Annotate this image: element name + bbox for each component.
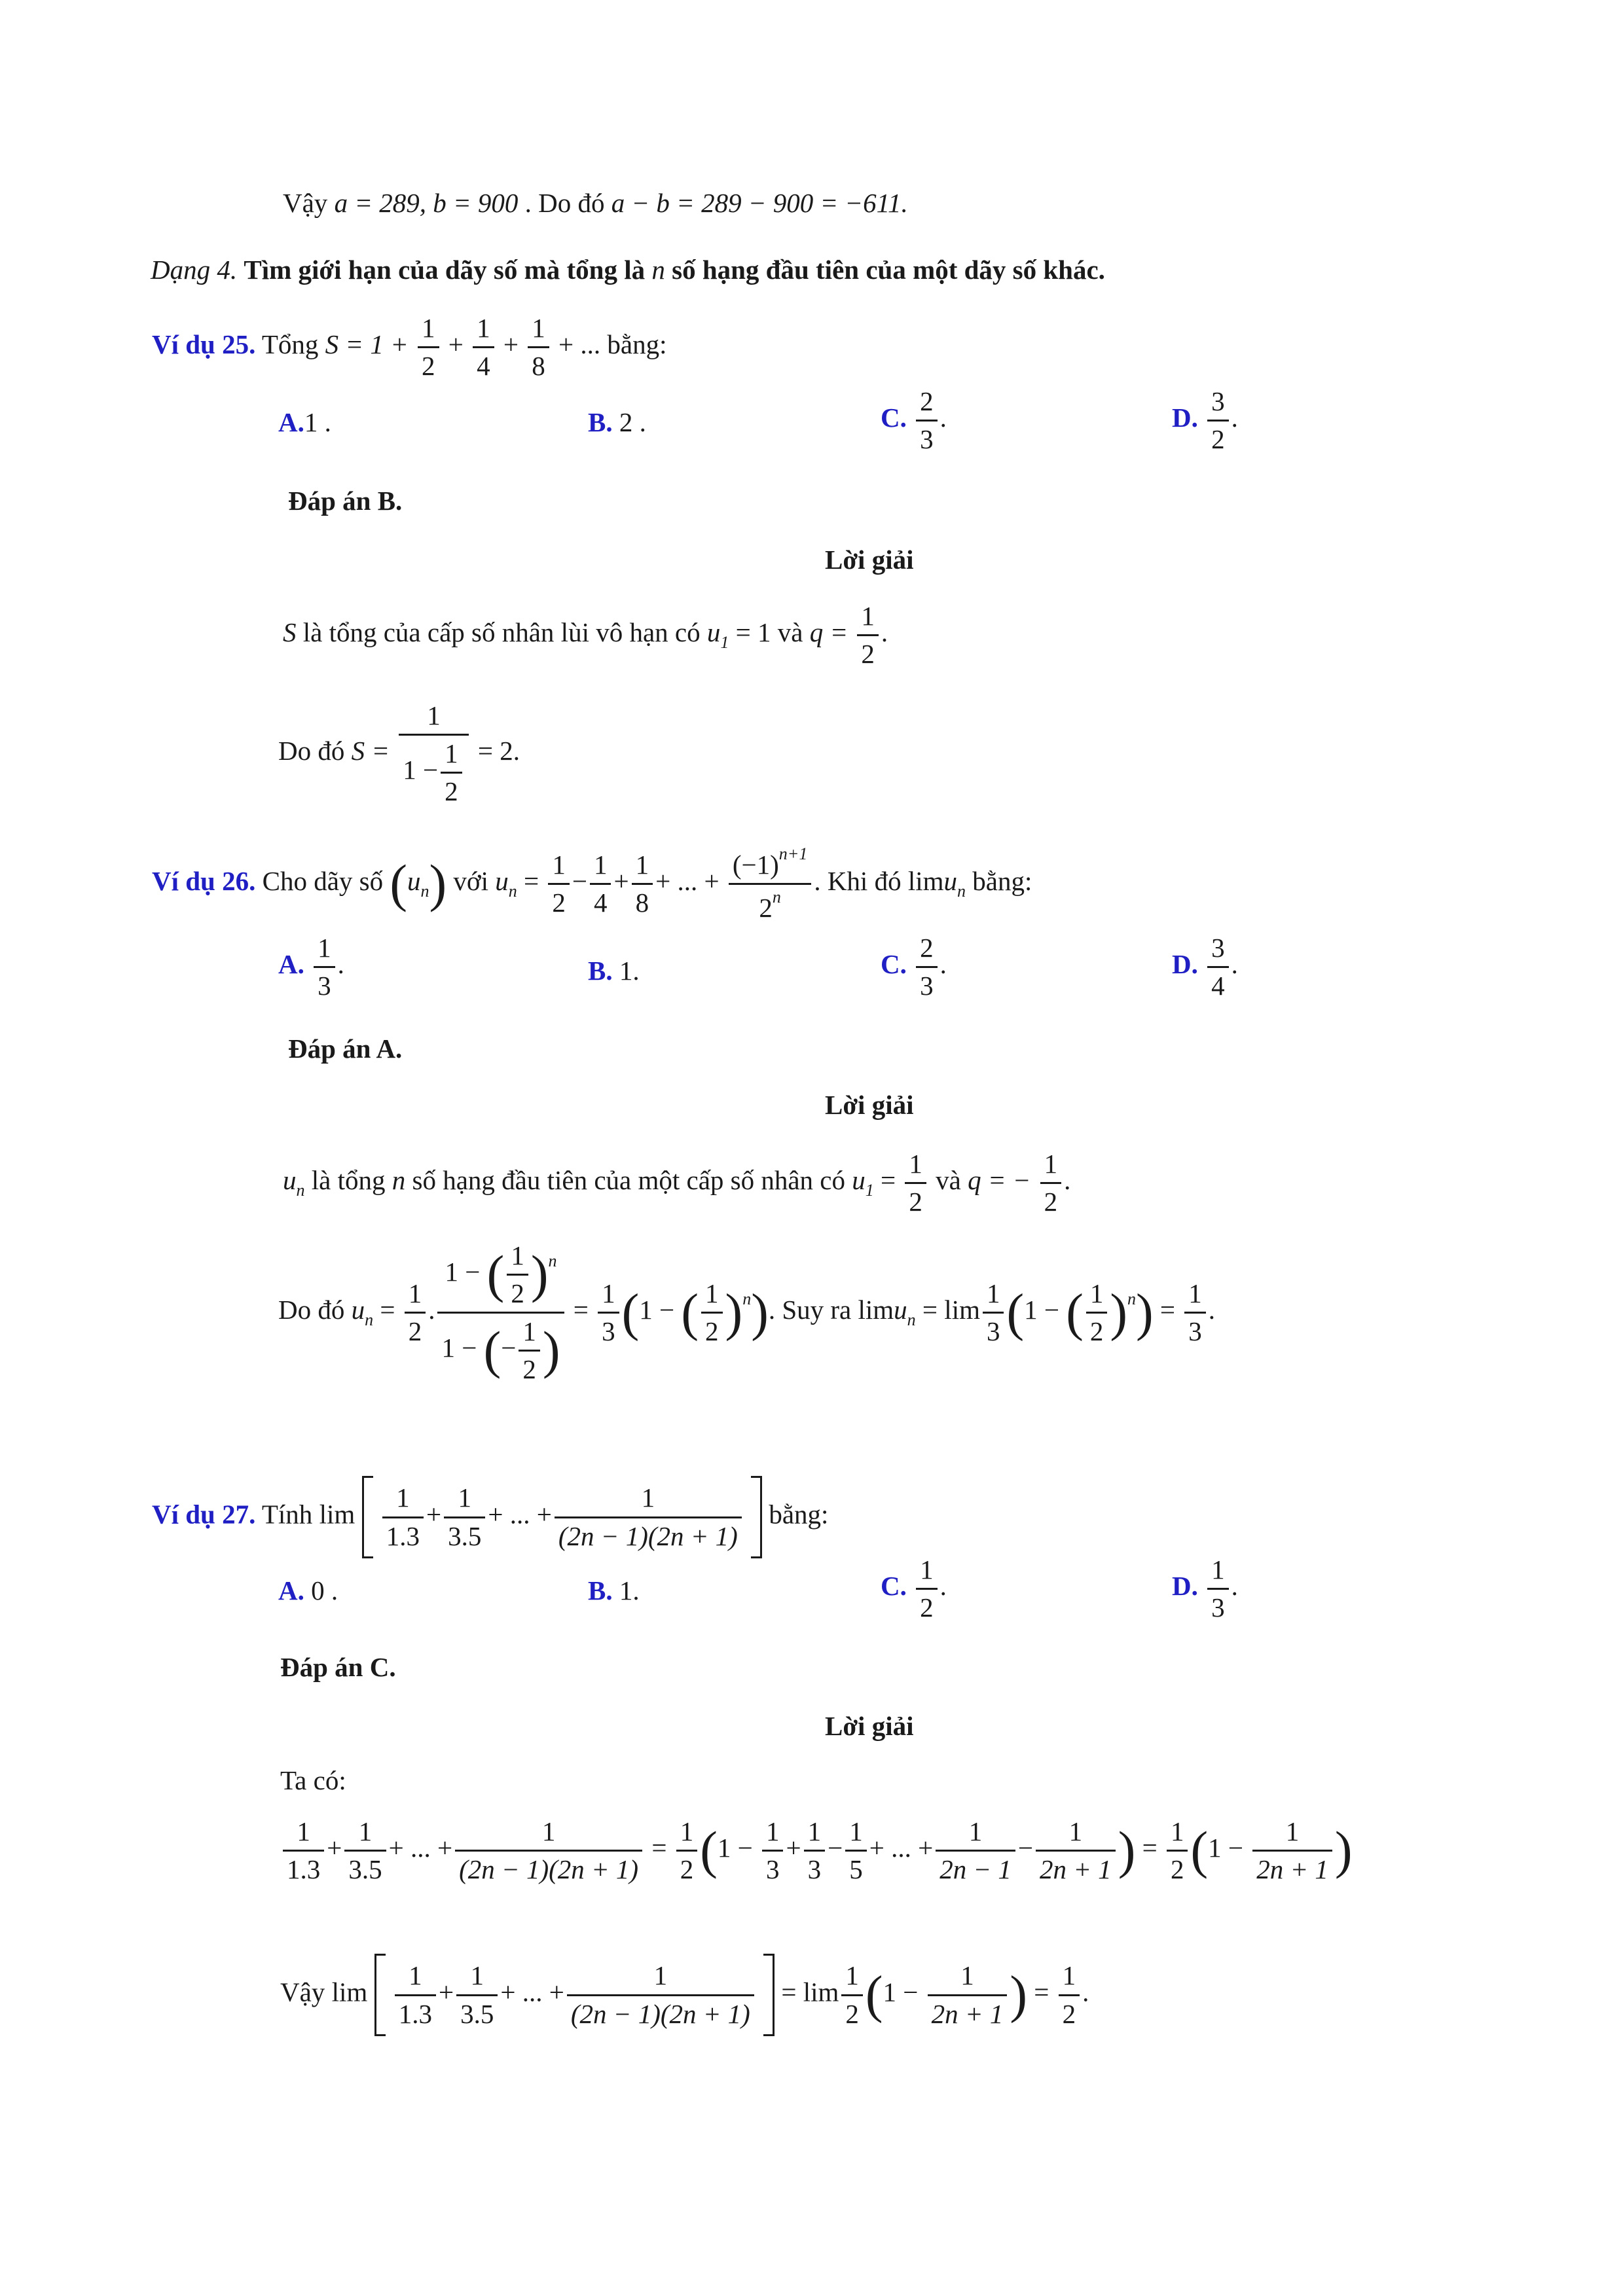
subscript: n	[365, 1310, 374, 1330]
fraction	[1252, 1816, 1332, 1885]
fraction	[399, 700, 468, 807]
fraction	[437, 1240, 564, 1386]
fraction	[845, 1816, 867, 1885]
fraction-den: 3.5	[348, 1854, 382, 1885]
option-label: C.	[881, 403, 907, 433]
fraction-num: 1	[405, 1278, 426, 1314]
lim: lim	[319, 1499, 356, 1530]
fraction-den: 4	[477, 351, 490, 382]
fraction-den: 3	[765, 1854, 780, 1885]
fraction-den: 3	[986, 1316, 1000, 1347]
fraction-num: 1	[916, 1554, 938, 1590]
fraction	[519, 1316, 540, 1385]
var-s: S	[283, 617, 297, 648]
bracket-left	[362, 1476, 373, 1558]
option-label: A.	[278, 407, 304, 437]
example-25-tail: + ... bằng:	[558, 329, 667, 360]
paren: )	[1110, 1283, 1128, 1342]
fraction	[762, 1816, 784, 1885]
fraction-num: 1	[395, 1960, 436, 1996]
fraction	[1040, 1149, 1062, 1217]
lim: lim	[858, 1295, 894, 1325]
fraction-num: 1	[928, 1960, 1008, 1996]
fraction	[444, 1482, 485, 1551]
example-25-solution-line2	[278, 700, 520, 807]
option-label: C.	[881, 1571, 907, 1602]
fraction	[804, 1816, 826, 1885]
fraction-den: 3.5	[448, 1520, 482, 1551]
fraction-den: 2	[1044, 1187, 1058, 1217]
subscript: n	[296, 1181, 305, 1200]
example-26-question	[152, 844, 1032, 924]
lim: lim	[907, 866, 944, 897]
option-a[interactable]	[278, 409, 331, 436]
fraction-num: 1	[845, 1816, 867, 1852]
fraction-den: 2	[920, 1592, 934, 1623]
paren: (	[1006, 1283, 1025, 1342]
fraction-den: 1 − (− $\frac{1}{2}$ )	[441, 1316, 560, 1385]
fraction-den: 2	[861, 639, 875, 670]
bang: bằng:	[972, 866, 1032, 897]
paren: )	[530, 1246, 549, 1304]
bracket-left	[374, 1954, 386, 2036]
lim: lim	[944, 1295, 980, 1325]
paren: )	[1118, 1821, 1136, 1880]
subscript: n	[907, 1310, 916, 1330]
option-c[interactable]: C. $\frac{2}{3}$ .	[881, 386, 947, 455]
fraction	[548, 850, 570, 918]
fraction-den: 3	[920, 971, 934, 1001]
plus-sign: +	[503, 329, 519, 360]
fraction-num: 1	[1086, 1278, 1108, 1314]
section-var: n	[651, 255, 665, 285]
fraction	[528, 313, 549, 382]
fraction-num: 1	[455, 1816, 642, 1852]
option-b[interactable]	[588, 1577, 640, 1604]
intro-line	[283, 190, 908, 217]
example-27-question: Ví dụ 27. Tính lim $\frac{1}{1.3}$ + $\frac{1}{3.5}$ + ... + $\frac{1}{(2n - 1)(2n + 1)}$ bằng:	[152, 1476, 828, 1558]
fraction-den: 2	[422, 351, 435, 382]
example-26-answer: Đáp án A.	[288, 1033, 403, 1064]
solution-text: Do đó	[278, 736, 345, 766]
var-u: u	[852, 1165, 866, 1196]
conjunction: và	[936, 1165, 961, 1196]
option-d[interactable]: D. $\frac{3}{4}$ .	[1172, 933, 1238, 1001]
fraction-den: 1.3	[386, 1520, 420, 1551]
example-26-solution-title: Lời giải	[825, 1090, 914, 1120]
fraction-num: 1	[519, 1316, 540, 1352]
fraction-num: 1	[936, 1816, 1015, 1852]
example-25-lead: Tổng	[261, 329, 319, 360]
option-label: B.	[588, 407, 613, 437]
paren: )	[1334, 1821, 1353, 1880]
example-25-question	[152, 313, 666, 382]
fraction	[395, 1960, 436, 2029]
fraction	[857, 601, 879, 670]
fraction-den: (2n − 1)(2n + 1)	[459, 1854, 639, 1885]
fraction-num: 1	[983, 1278, 1004, 1314]
conjunction: và	[777, 617, 803, 648]
voi: với	[453, 866, 488, 897]
fraction	[916, 933, 938, 1001]
intro-do-do: . Do đó	[524, 188, 605, 218]
fraction	[632, 850, 653, 918]
den-pre: 1 −	[403, 755, 439, 785]
fraction-num: 1	[382, 1482, 424, 1518]
fraction-num: 1	[444, 1482, 485, 1518]
fraction	[283, 1816, 324, 1885]
option-value: 1 .	[304, 407, 331, 437]
dots: + ... +	[500, 1977, 564, 2007]
option-label: C.	[881, 949, 907, 980]
var-q: q = −	[968, 1165, 1031, 1196]
fraction-num: 1	[905, 1149, 926, 1184]
fraction-num: 1	[1167, 1816, 1188, 1852]
var-n: n	[392, 1165, 406, 1196]
fraction	[1207, 1554, 1229, 1623]
lim: lim	[803, 1977, 839, 2007]
section-label: Dạng 4.	[151, 255, 238, 285]
fraction-num: 1	[418, 313, 439, 348]
example-27-lead: Tính	[261, 1499, 313, 1530]
option-value: 2 .	[619, 407, 646, 437]
option-label: A.	[278, 949, 304, 980]
subscript: n	[957, 882, 966, 901]
superscript: n	[742, 1289, 752, 1309]
equals: =	[881, 1165, 896, 1196]
fraction	[701, 1278, 723, 1347]
example-26-lead: Cho dãy số	[262, 866, 384, 897]
fraction	[1059, 1960, 1080, 2029]
fraction-num: 1	[590, 850, 611, 885]
superscript: n	[1127, 1289, 1137, 1309]
fraction-num: 1	[567, 1960, 754, 1996]
fraction-den: 3	[602, 1316, 615, 1347]
superscript: n	[772, 888, 781, 907]
dots: + ... +	[388, 1833, 453, 1863]
fraction-den	[399, 736, 468, 807]
var-s: S =	[351, 736, 390, 766]
var-q: q =	[809, 617, 848, 648]
option-label: D.	[1172, 949, 1198, 980]
fraction-num: 1	[857, 601, 879, 636]
fraction-num: 2	[916, 386, 938, 422]
example-25-label: Ví dụ 25.	[152, 329, 256, 360]
fraction	[1184, 1278, 1206, 1347]
fraction-den: 2	[552, 888, 566, 918]
option-c[interactable]: C. $\frac{2}{3}$ .	[881, 933, 947, 1001]
fraction	[456, 1960, 498, 2029]
option-value: 0 .	[311, 1575, 338, 1605]
section-heading	[151, 257, 1105, 283]
option-d[interactable]: D. $\frac{3}{2}$ .	[1172, 386, 1238, 455]
fraction-den: 3	[920, 424, 934, 455]
paren: (	[700, 1821, 718, 1880]
fraction	[936, 1816, 1015, 1885]
paren: (	[390, 855, 407, 913]
example-26-solution-line2: Do đó $u_n$ = $\frac{1}{2}$ . 1 − ( $\frac{1}{2}$ )$^n$ 1 − (− $\frac{1}{2}$ ) = $\frac{1}{3}$ (1 − ( $\frac{1}{2}$ )$^n$). Suy ra limu$_n$ = lim $\frac{1}{3}$ (1 − ( $\frac{1}{2}$ )$^n$) = $\frac{1}{3}$ .	[278, 1240, 1216, 1385]
superscript: n+1	[778, 844, 808, 863]
solution-text: là tổng của cấp số nhân lùi vô hạn có	[302, 617, 701, 648]
intro-formula-diff: a − b = 289 − 900 = −611.	[611, 188, 908, 218]
fraction-num: 1	[1059, 1960, 1080, 1996]
fraction-den: 2	[522, 1354, 536, 1385]
fraction-num: 1	[314, 933, 335, 968]
option-a[interactable]: A. $\frac{1}{3}$ .	[278, 933, 344, 1001]
fraction-num: 1	[804, 1816, 826, 1852]
option-label: D.	[1172, 1571, 1198, 1602]
option-label: A.	[278, 1575, 304, 1605]
paren: )	[1010, 1966, 1027, 2024]
subscript: n	[508, 882, 517, 901]
paren: )	[1136, 1283, 1154, 1342]
fraction	[1207, 933, 1229, 1001]
fraction-den: 2	[408, 1316, 422, 1347]
option-a[interactable]	[278, 1577, 338, 1604]
solution-text: Do đó	[278, 1295, 345, 1325]
fraction	[916, 386, 938, 455]
fraction-num: 1	[555, 1482, 742, 1518]
fraction-num: 3	[1207, 933, 1229, 968]
fraction-num: 1	[344, 1816, 386, 1852]
fraction-num: 1	[1036, 1816, 1116, 1852]
bang: bằng:	[769, 1499, 829, 1530]
fraction	[507, 1240, 528, 1309]
var-u: u	[283, 1165, 297, 1196]
paren: (	[483, 1321, 501, 1380]
fraction-den: 2	[1089, 1316, 1104, 1347]
var-u: u	[894, 1295, 907, 1325]
fraction	[676, 1816, 698, 1885]
fraction-den: 3.5	[460, 1998, 494, 2029]
fraction-num: 1	[283, 1816, 324, 1852]
var-u: u	[706, 617, 721, 648]
fraction-num: 1	[507, 1240, 528, 1276]
fraction-den: 2n + 1	[931, 1998, 1004, 2029]
solution-text: là tổng	[311, 1165, 386, 1196]
fraction	[344, 1816, 386, 1885]
fraction	[1086, 1278, 1108, 1347]
fraction-num	[729, 844, 811, 885]
fraction-num: 1	[548, 850, 570, 885]
fraction-den: 2n − 1	[939, 1854, 1012, 1885]
fraction-den: 2	[705, 1316, 719, 1347]
paren: )	[542, 1321, 560, 1380]
fraction	[418, 313, 439, 382]
fraction	[567, 1960, 754, 2029]
fraction-den: 8	[635, 888, 649, 918]
fraction-num: 2	[916, 933, 938, 968]
fraction-den: 2	[680, 1854, 694, 1885]
fraction	[928, 1960, 1008, 2029]
two: 2	[759, 893, 773, 924]
fraction	[382, 1482, 424, 1551]
dots: + ... +	[488, 1499, 552, 1530]
var-u: u	[407, 866, 421, 897]
fraction	[983, 1278, 1004, 1347]
var-u: u	[495, 866, 509, 897]
paren: )	[725, 1283, 743, 1342]
fraction	[473, 313, 494, 382]
example-27-label: Ví dụ 27.	[152, 1499, 256, 1530]
fraction-den: (2n − 1)(2n + 1)	[558, 1520, 738, 1551]
fraction-num: 1	[473, 313, 494, 348]
paren: )	[429, 855, 447, 913]
fraction-den: 2n + 1	[1256, 1854, 1328, 1885]
bracket-right	[763, 1954, 775, 2036]
example-25-answer: Đáp án B.	[288, 486, 403, 516]
example-25-s: S = 1 +	[325, 329, 409, 360]
option-label: D.	[1172, 403, 1198, 433]
fraction	[841, 1960, 863, 2029]
fraction-den: 2	[845, 1998, 859, 2029]
fraction-den	[729, 885, 811, 924]
solution-text: Vậy	[280, 1977, 325, 2007]
var-u: u	[943, 866, 958, 897]
plus-sign: +	[448, 329, 464, 360]
fraction-num: 1	[841, 1960, 863, 1996]
fraction-num: 1	[701, 1278, 723, 1314]
fraction-den: 2	[445, 776, 458, 807]
fraction-num: 1	[762, 1816, 784, 1852]
fraction	[1167, 1816, 1188, 1885]
fraction	[441, 738, 462, 807]
suy-ra: . Suy ra	[768, 1295, 852, 1325]
lim: lim	[331, 1977, 368, 2007]
fraction-den: 5	[849, 1854, 863, 1885]
example-27-answer: Đáp án C.	[280, 1652, 396, 1682]
fraction	[555, 1482, 742, 1551]
paren: (	[1066, 1283, 1084, 1342]
fraction	[590, 850, 611, 918]
paren: )	[751, 1283, 769, 1342]
fraction-num: 1	[1184, 1278, 1206, 1314]
fraction-den: 3	[1188, 1316, 1202, 1347]
fraction	[1036, 1816, 1116, 1885]
fraction-num: 1	[399, 700, 468, 736]
fraction-den: 3	[318, 971, 331, 1001]
option-b[interactable]	[588, 409, 646, 436]
fraction-num: 1 − ( $\frac{1}{2}$ )$^n$	[437, 1240, 564, 1314]
example-26-solution-line1: $u_n$ là tổng n số hạng đầu tiên của một cấp số nhân có $u_1$ = $\frac{1}{2}$ và q = − $\frac{1}{2}$ .	[283, 1149, 1071, 1217]
khi-do: . Khi đó	[814, 866, 902, 897]
fraction	[455, 1816, 642, 1885]
result: = 2.	[477, 736, 520, 766]
paren: (	[621, 1283, 640, 1342]
fraction-num: 1	[676, 1816, 698, 1852]
fraction-den: (2n − 1)(2n + 1)	[570, 1998, 750, 2029]
section-title: Tìm giới hạn của dãy số mà tổng là	[244, 255, 646, 285]
var-u: u	[351, 1295, 365, 1325]
paren: (	[681, 1283, 699, 1342]
fraction-den: 3	[807, 1854, 822, 1885]
fraction-den: 3	[1211, 1592, 1225, 1623]
option-c[interactable]: C. $\frac{1}{2}$ .	[881, 1554, 947, 1623]
dots: + ... +	[655, 866, 720, 897]
fraction	[905, 1149, 926, 1217]
fraction	[314, 933, 335, 1001]
fraction-num: 1	[598, 1278, 619, 1314]
fraction-num: 1	[528, 313, 549, 348]
fraction-den: 4	[1211, 971, 1225, 1001]
intro-vay: Vậy	[283, 188, 328, 218]
fraction-den: 2	[511, 1278, 524, 1309]
fraction-den: 2	[909, 1187, 922, 1217]
fraction	[1207, 386, 1229, 455]
fraction-den: 2n + 1	[1040, 1854, 1112, 1885]
fraction-num: 1	[441, 738, 462, 774]
example-27-solution-line1: $\frac{1}{1.3}$ + $\frac{1}{3.5}$ + ... + $\frac{1}{(2n - 1)(2n + 1)}$ = $\frac{1}{2}$ (1 − $\frac{1}{3}$ + $\frac{1}{3}$ − $\frac{1}{5}$ + ... + $\frac{1}{2n - 1}$ − $\frac{1}{2n + 1}$ ) = $\frac{1}{2}$ (1 − $\frac{1}{2n + 1}$ )	[280, 1816, 1353, 1885]
fraction-den: 2	[1211, 424, 1225, 455]
fraction-den: 2	[1170, 1854, 1184, 1885]
fraction-den: 1.3	[287, 1854, 321, 1885]
fraction-den: 1.3	[398, 1998, 432, 2029]
fraction	[405, 1278, 426, 1347]
equals: =	[380, 1295, 395, 1325]
paren: (	[1190, 1821, 1209, 1880]
example-25-solution-title: Lời giải	[825, 545, 914, 575]
fraction-den: 8	[532, 351, 545, 382]
fraction-num: 1	[1040, 1149, 1062, 1184]
fraction-num: 1	[456, 1960, 498, 1996]
option-value: 1.	[619, 1575, 640, 1605]
equals: =	[523, 866, 539, 897]
section-title-rest: số hạng đầu tiên của một dãy số khác.	[672, 255, 1105, 285]
fraction-num: 1	[1207, 1554, 1229, 1590]
subscript: 1	[720, 633, 729, 653]
option-value: 1.	[619, 956, 640, 986]
fraction	[598, 1278, 619, 1347]
fraction-den: 4	[593, 888, 608, 918]
value: = 1	[735, 617, 771, 648]
example-27-ta-co: Ta có:	[280, 1765, 346, 1795]
bracket-right	[751, 1476, 762, 1558]
fraction	[729, 844, 811, 924]
solution-text: số hạng đầu tiên của một cấp số nhân có	[412, 1165, 845, 1196]
fraction-num: 3	[1207, 386, 1229, 422]
option-b[interactable]	[588, 958, 640, 984]
fraction-num: 1	[1252, 1816, 1332, 1852]
subscript: 1	[865, 1181, 874, 1200]
dots: + ... +	[869, 1833, 934, 1863]
paren: (	[486, 1246, 505, 1304]
neg-one: (−1)	[732, 850, 779, 880]
subscript: n	[420, 882, 429, 901]
minus: −	[572, 866, 587, 897]
option-d[interactable]: D. $\frac{1}{3}$ .	[1172, 1554, 1238, 1623]
example-26-label: Ví dụ 26.	[152, 866, 256, 897]
paren: (	[865, 1966, 883, 2024]
superscript: n	[548, 1251, 557, 1271]
plus: +	[613, 866, 629, 897]
fraction-den: 2	[1062, 1998, 1076, 2029]
intro-formula-ab: a = 289, b = 900	[334, 188, 519, 218]
fraction	[916, 1554, 938, 1623]
example-25-solution-line1: S là tổng của cấp số nhân lùi vô hạn có $u_1 = 1$ và q = $\frac{1}{2}$ .	[283, 601, 888, 670]
fraction-num: 1	[632, 850, 653, 885]
example-27-solution-line2: Vậy lim $\frac{1}{1.3}$ + $\frac{1}{3.5}$ + ... + $\frac{1}{(2n - 1)(2n + 1)}$ = lim $\frac{1}{2}$ (1 − $\frac{1}{2n + 1}$ ) = $\frac{1}{2}$ .	[280, 1954, 1089, 2036]
example-27-solution-title: Lời giải	[825, 1711, 914, 1741]
option-label: B.	[588, 956, 613, 986]
option-label: B.	[588, 1575, 613, 1605]
